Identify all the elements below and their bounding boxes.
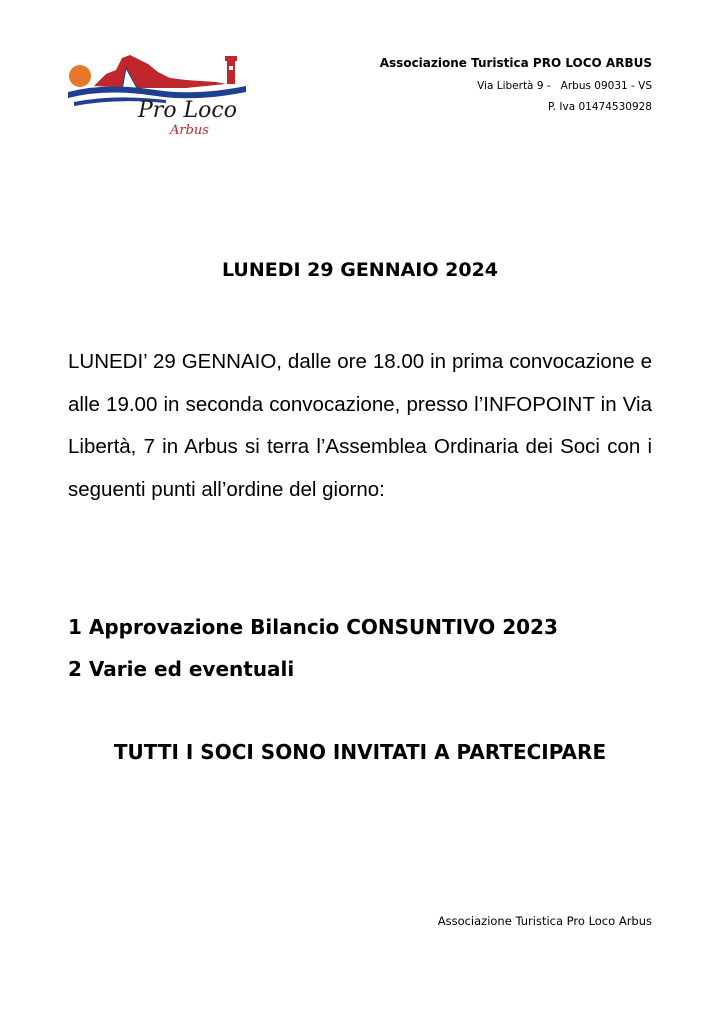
agenda-item: 1 Approvazione Bilancio CONSUNTIVO 2023 [68, 615, 558, 639]
pro-loco-logo [66, 52, 256, 142]
organization-address: Via Libertà 9 - Arbus 09031 - VS [477, 80, 652, 92]
organization-name: Associazione Turistica PRO LOCO ARBUS [379, 56, 652, 70]
cliff-icon [94, 55, 226, 88]
sun-icon [69, 65, 91, 87]
agenda-list [68, 606, 558, 690]
document-title: LUNEDI 29 GENNAIO 2024 [221, 259, 499, 281]
invitation-notice: TUTTI I SOCI SONO INVITATI A PARTECIPARE [113, 740, 607, 764]
logo-name: Pro Loco [138, 98, 237, 123]
footer-signature: Associazione Turistica Pro Loco Arbus [437, 914, 652, 928]
logo-town: Arbus [170, 123, 209, 138]
announcement-body: LUNEDI’ 29 GENNAIO, dalle ore 18.00 in prima convocazione e alle 19.00 in seconda convocazione, presso l’INFOPOINT in Via Libertà, 7 in Arbus si terra l’Assemblea Ordinaria dei Soci con i seguenti punti all’ordine del giorno: [68, 350, 652, 501]
organization-header [380, 56, 652, 114]
lighthouse-icon [227, 60, 235, 84]
logo-graphic [66, 52, 256, 142]
agenda-item: 2 Varie ed eventuali [68, 657, 295, 681]
organization-vat: P. Iva 01474530928 [548, 101, 652, 113]
